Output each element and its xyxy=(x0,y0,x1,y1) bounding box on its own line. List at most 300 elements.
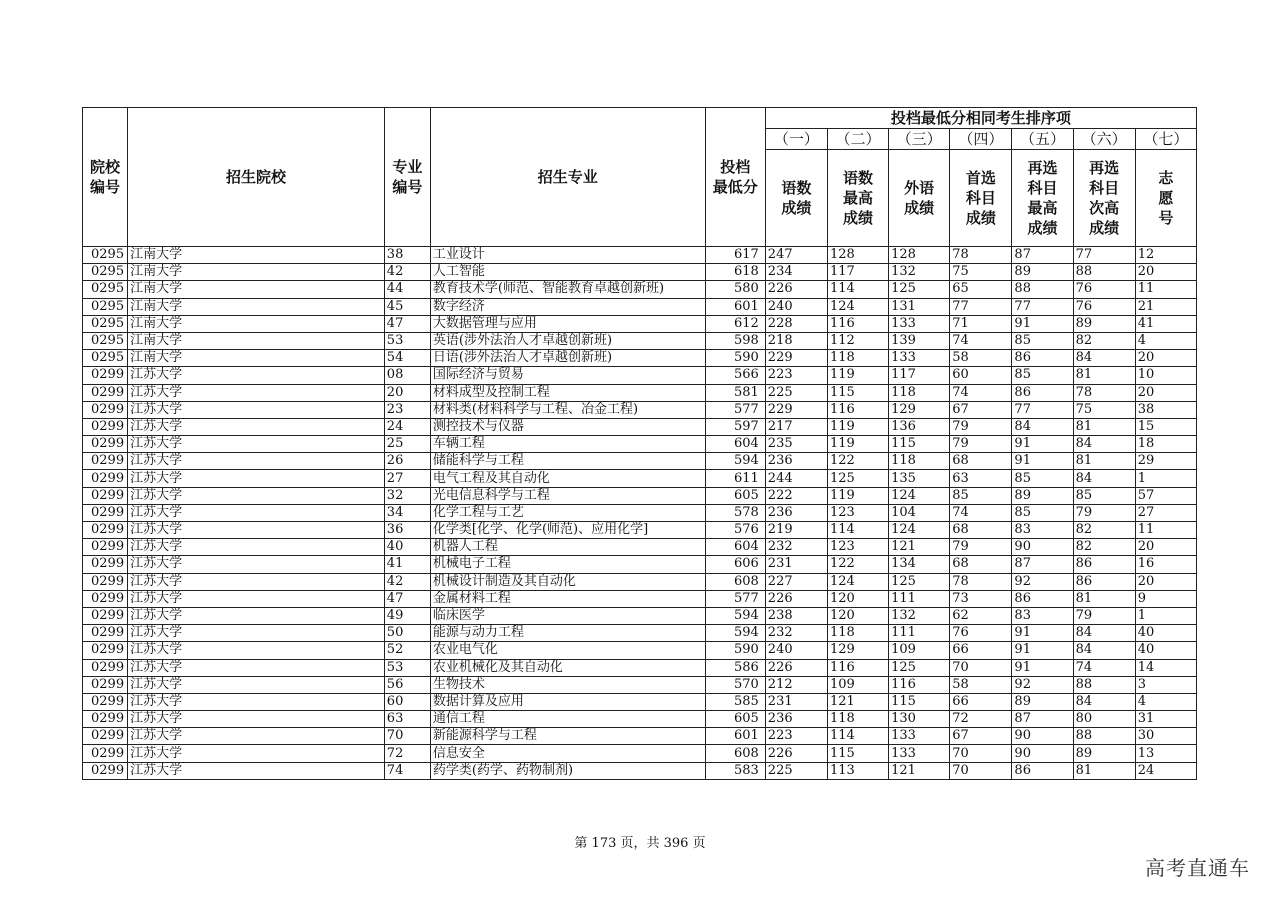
cell-min-score: 580 xyxy=(705,281,765,298)
cell-major-name: 工业设计 xyxy=(430,247,705,264)
cell-score-1: 226 xyxy=(765,281,827,298)
cell-score-2: 123 xyxy=(827,539,888,556)
cell-min-score: 608 xyxy=(705,573,765,590)
cell-min-score: 590 xyxy=(705,642,765,659)
cell-score-2: 129 xyxy=(827,642,888,659)
cell-min-score: 585 xyxy=(705,693,765,710)
cell-score-2: 114 xyxy=(827,522,888,539)
cell-score-4: 85 xyxy=(950,487,1012,504)
cell-min-score: 597 xyxy=(705,418,765,435)
cell-score-6: 85 xyxy=(1073,487,1135,504)
cell-school-name: 江苏大学 xyxy=(128,745,385,762)
cell-score-1: 235 xyxy=(765,436,827,453)
cell-school-code: 0299 xyxy=(83,676,128,693)
cell-major-code: 54 xyxy=(384,350,430,367)
watermark: 高考直通车 xyxy=(1145,856,1250,880)
cell-school-name: 江苏大学 xyxy=(128,401,385,418)
cell-score-4: 79 xyxy=(950,539,1012,556)
cell-score-7: 20 xyxy=(1135,350,1196,367)
cell-major-code: 60 xyxy=(384,693,430,710)
cell-school-name: 江苏大学 xyxy=(128,642,385,659)
header-tie-break-title: 投档最低分相同考生排序项 xyxy=(765,108,1196,129)
cell-score-6: 86 xyxy=(1073,573,1135,590)
cell-major-code: 32 xyxy=(384,487,430,504)
cell-score-5: 91 xyxy=(1012,642,1073,659)
cell-school-code: 0299 xyxy=(83,453,128,470)
cell-school-name: 江南大学 xyxy=(128,281,385,298)
cell-major-code: 42 xyxy=(384,264,430,281)
cell-score-3: 117 xyxy=(889,367,950,384)
cell-score-1: 232 xyxy=(765,539,827,556)
cell-score-7: 20 xyxy=(1135,384,1196,401)
cell-score-5: 86 xyxy=(1012,762,1073,779)
cell-score-2: 116 xyxy=(827,401,888,418)
cell-score-2: 121 xyxy=(827,693,888,710)
cell-score-3: 132 xyxy=(889,264,950,281)
cell-score-7: 14 xyxy=(1135,659,1196,676)
cell-major-name: 材料成型及控制工程 xyxy=(430,384,705,401)
cell-score-7: 40 xyxy=(1135,625,1196,642)
cell-major-name: 新能源科学与工程 xyxy=(430,728,705,745)
cell-score-6: 76 xyxy=(1073,298,1135,315)
cell-score-7: 38 xyxy=(1135,401,1196,418)
table-row xyxy=(83,367,1197,384)
cell-score-6: 86 xyxy=(1073,556,1135,573)
cell-score-4: 70 xyxy=(950,659,1012,676)
cell-school-code: 0299 xyxy=(83,573,128,590)
cell-score-5: 85 xyxy=(1012,470,1073,487)
cell-score-7: 1 xyxy=(1135,470,1196,487)
cell-score-3: 129 xyxy=(889,401,950,418)
cell-score-5: 90 xyxy=(1012,539,1073,556)
cell-score-5: 89 xyxy=(1012,264,1073,281)
cell-major-code: 38 xyxy=(384,247,430,264)
cell-school-name: 江南大学 xyxy=(128,298,385,315)
cell-school-name: 江苏大学 xyxy=(128,676,385,693)
cell-score-7: 16 xyxy=(1135,556,1196,573)
cell-score-7: 24 xyxy=(1135,762,1196,779)
cell-score-4: 58 xyxy=(950,676,1012,693)
cell-min-score: 618 xyxy=(705,264,765,281)
cell-score-4: 63 xyxy=(950,470,1012,487)
cell-min-score: 586 xyxy=(705,659,765,676)
header-major-name: 招生专业 xyxy=(430,108,705,247)
table-row xyxy=(83,487,1197,504)
cell-score-5: 77 xyxy=(1012,401,1073,418)
cell-score-3: 133 xyxy=(889,745,950,762)
cell-school-code: 0299 xyxy=(83,762,128,779)
cell-major-code: 08 xyxy=(384,367,430,384)
cell-score-4: 65 xyxy=(950,281,1012,298)
cell-score-1: 229 xyxy=(765,350,827,367)
cell-score-1: 226 xyxy=(765,659,827,676)
cell-score-5: 85 xyxy=(1012,332,1073,349)
cell-score-1: 240 xyxy=(765,642,827,659)
table-row xyxy=(83,607,1197,624)
cell-score-1: 217 xyxy=(765,418,827,435)
cell-score-4: 76 xyxy=(950,625,1012,642)
cell-score-2: 114 xyxy=(827,281,888,298)
cell-score-4: 60 xyxy=(950,367,1012,384)
cell-score-5: 86 xyxy=(1012,350,1073,367)
cell-school-code: 0299 xyxy=(83,504,128,521)
cell-school-name: 江南大学 xyxy=(128,247,385,264)
cell-score-6: 84 xyxy=(1073,436,1135,453)
cell-school-code: 0299 xyxy=(83,401,128,418)
cell-score-3: 125 xyxy=(889,573,950,590)
cell-min-score: 590 xyxy=(705,350,765,367)
cell-min-score: 570 xyxy=(705,676,765,693)
cell-score-4: 70 xyxy=(950,762,1012,779)
cell-score-1: 222 xyxy=(765,487,827,504)
cell-score-3: 133 xyxy=(889,350,950,367)
cell-school-name: 江苏大学 xyxy=(128,607,385,624)
cell-score-1: 218 xyxy=(765,332,827,349)
cell-score-2: 114 xyxy=(827,728,888,745)
cell-school-code: 0295 xyxy=(83,315,128,332)
cell-major-name: 电气工程及其自动化 xyxy=(430,470,705,487)
cell-score-6: 88 xyxy=(1073,728,1135,745)
cell-score-7: 1 xyxy=(1135,607,1196,624)
cell-score-2: 128 xyxy=(827,247,888,264)
table-row xyxy=(83,453,1197,470)
cell-min-score: 577 xyxy=(705,401,765,418)
cell-min-score: 576 xyxy=(705,522,765,539)
cell-major-code: 70 xyxy=(384,728,430,745)
cell-score-5: 91 xyxy=(1012,659,1073,676)
cell-school-name: 江苏大学 xyxy=(128,573,385,590)
cell-score-5: 86 xyxy=(1012,384,1073,401)
cell-score-5: 83 xyxy=(1012,522,1073,539)
cell-score-4: 73 xyxy=(950,590,1012,607)
cell-score-3: 104 xyxy=(889,504,950,521)
cell-score-4: 70 xyxy=(950,745,1012,762)
cell-score-4: 66 xyxy=(950,642,1012,659)
cell-major-name: 化学工程与工艺 xyxy=(430,504,705,521)
cell-major-code: 47 xyxy=(384,590,430,607)
cell-score-2: 115 xyxy=(827,745,888,762)
cell-score-6: 84 xyxy=(1073,642,1135,659)
cell-score-3: 124 xyxy=(889,522,950,539)
cell-score-6: 82 xyxy=(1073,332,1135,349)
cell-score-2: 116 xyxy=(827,659,888,676)
cell-major-name: 临床医学 xyxy=(430,607,705,624)
cell-score-5: 86 xyxy=(1012,590,1073,607)
header-tie-break-num: （一） xyxy=(765,129,827,150)
cell-min-score: 598 xyxy=(705,332,765,349)
cell-score-5: 84 xyxy=(1012,418,1073,435)
cell-min-score: 577 xyxy=(705,590,765,607)
cell-school-code: 0299 xyxy=(83,522,128,539)
cell-school-name: 江苏大学 xyxy=(128,539,385,556)
cell-major-code: 53 xyxy=(384,659,430,676)
cell-score-1: 244 xyxy=(765,470,827,487)
cell-min-score: 611 xyxy=(705,470,765,487)
cell-score-7: 40 xyxy=(1135,642,1196,659)
cell-school-code: 0299 xyxy=(83,607,128,624)
header-school-name: 招生院校 xyxy=(128,108,385,247)
cell-score-1: 232 xyxy=(765,625,827,642)
header-tie-break-num: （七） xyxy=(1135,129,1196,150)
header-tie-break-item: 语数 成绩 xyxy=(765,150,827,247)
cell-score-7: 12 xyxy=(1135,247,1196,264)
cell-score-4: 79 xyxy=(950,418,1012,435)
cell-score-1: 223 xyxy=(765,367,827,384)
cell-score-2: 119 xyxy=(827,487,888,504)
table-row xyxy=(83,332,1197,349)
cell-score-4: 68 xyxy=(950,453,1012,470)
cell-school-name: 江苏大学 xyxy=(128,711,385,728)
cell-school-code: 0299 xyxy=(83,487,128,504)
cell-school-code: 0299 xyxy=(83,745,128,762)
cell-score-7: 11 xyxy=(1135,281,1196,298)
table-row xyxy=(83,539,1197,556)
cell-score-1: 236 xyxy=(765,711,827,728)
cell-score-1: 238 xyxy=(765,607,827,624)
cell-school-name: 江南大学 xyxy=(128,350,385,367)
cell-school-code: 0299 xyxy=(83,556,128,573)
cell-score-6: 81 xyxy=(1073,418,1135,435)
cell-score-1: 234 xyxy=(765,264,827,281)
cell-score-2: 118 xyxy=(827,350,888,367)
table-row xyxy=(83,384,1197,401)
cell-score-1: 225 xyxy=(765,384,827,401)
cell-school-code: 0299 xyxy=(83,711,128,728)
cell-min-score: 581 xyxy=(705,384,765,401)
cell-major-code: 23 xyxy=(384,401,430,418)
cell-score-1: 212 xyxy=(765,676,827,693)
table-row xyxy=(83,504,1197,521)
cell-score-5: 85 xyxy=(1012,367,1073,384)
table-row xyxy=(83,659,1197,676)
cell-score-7: 31 xyxy=(1135,711,1196,728)
cell-score-3: 133 xyxy=(889,728,950,745)
cell-score-1: 226 xyxy=(765,745,827,762)
cell-score-5: 87 xyxy=(1012,247,1073,264)
cell-major-name: 能源与动力工程 xyxy=(430,625,705,642)
cell-school-name: 江苏大学 xyxy=(128,659,385,676)
cell-score-5: 83 xyxy=(1012,607,1073,624)
cell-min-score: 608 xyxy=(705,745,765,762)
cell-school-name: 江南大学 xyxy=(128,332,385,349)
cell-score-7: 10 xyxy=(1135,367,1196,384)
cell-school-name: 江苏大学 xyxy=(128,487,385,504)
cell-major-name: 机械电子工程 xyxy=(430,556,705,573)
header-school-code: 院校 编号 xyxy=(83,108,128,247)
table-row xyxy=(83,762,1197,779)
table-row xyxy=(83,298,1197,315)
cell-score-5: 89 xyxy=(1012,487,1073,504)
cell-score-1: 231 xyxy=(765,556,827,573)
cell-school-name: 江苏大学 xyxy=(128,693,385,710)
cell-score-1: 231 xyxy=(765,693,827,710)
cell-score-6: 79 xyxy=(1073,607,1135,624)
cell-score-4: 78 xyxy=(950,573,1012,590)
cell-score-3: 124 xyxy=(889,487,950,504)
cell-score-5: 85 xyxy=(1012,504,1073,521)
cell-score-2: 119 xyxy=(827,436,888,453)
cell-score-5: 91 xyxy=(1012,625,1073,642)
cell-school-code: 0295 xyxy=(83,264,128,281)
cell-score-1: 223 xyxy=(765,728,827,745)
cell-score-5: 77 xyxy=(1012,298,1073,315)
cell-major-code: 40 xyxy=(384,539,430,556)
cell-score-7: 27 xyxy=(1135,504,1196,521)
cell-school-name: 江苏大学 xyxy=(128,728,385,745)
cell-score-2: 116 xyxy=(827,315,888,332)
cell-major-code: 45 xyxy=(384,298,430,315)
cell-min-score: 605 xyxy=(705,487,765,504)
cell-score-7: 21 xyxy=(1135,298,1196,315)
cell-major-name: 数据计算及应用 xyxy=(430,693,705,710)
cell-score-7: 15 xyxy=(1135,418,1196,435)
cell-score-1: 240 xyxy=(765,298,827,315)
table-row xyxy=(83,315,1197,332)
header-tie-break-num: （六） xyxy=(1073,129,1135,150)
cell-major-name: 储能科学与工程 xyxy=(430,453,705,470)
cell-score-6: 89 xyxy=(1073,745,1135,762)
cell-score-3: 111 xyxy=(889,590,950,607)
cell-major-name: 材料类(材料科学与工程、冶金工程) xyxy=(430,401,705,418)
table-row xyxy=(83,418,1197,435)
cell-score-1: 236 xyxy=(765,504,827,521)
cell-min-score: 604 xyxy=(705,436,765,453)
cell-score-3: 125 xyxy=(889,659,950,676)
cell-school-code: 0299 xyxy=(83,642,128,659)
cell-min-score: 606 xyxy=(705,556,765,573)
cell-major-code: 50 xyxy=(384,625,430,642)
cell-score-7: 3 xyxy=(1135,676,1196,693)
cell-score-7: 4 xyxy=(1135,693,1196,710)
cell-major-code: 63 xyxy=(384,711,430,728)
cell-school-name: 江苏大学 xyxy=(128,625,385,642)
cell-major-code: 24 xyxy=(384,418,430,435)
cell-major-name: 生物技术 xyxy=(430,676,705,693)
cell-major-name: 农业电气化 xyxy=(430,642,705,659)
cell-score-3: 136 xyxy=(889,418,950,435)
cell-school-code: 0295 xyxy=(83,332,128,349)
cell-score-6: 89 xyxy=(1073,315,1135,332)
cell-score-4: 74 xyxy=(950,504,1012,521)
header-tie-break-item: 外语 成绩 xyxy=(889,150,950,247)
cell-score-1: 247 xyxy=(765,247,827,264)
cell-score-6: 80 xyxy=(1073,711,1135,728)
admission-score-table xyxy=(82,107,1197,780)
cell-major-name: 教育技术学(师范、智能教育卓越创新班) xyxy=(430,281,705,298)
cell-school-name: 江苏大学 xyxy=(128,504,385,521)
cell-school-code: 0299 xyxy=(83,728,128,745)
header-major-code: 专业 编号 xyxy=(384,108,430,247)
cell-school-code: 0295 xyxy=(83,247,128,264)
cell-score-4: 74 xyxy=(950,384,1012,401)
cell-score-4: 68 xyxy=(950,522,1012,539)
cell-major-name: 测控技术与仪器 xyxy=(430,418,705,435)
cell-score-1: 229 xyxy=(765,401,827,418)
cell-major-name: 英语(涉外法治人才卓越创新班) xyxy=(430,332,705,349)
cell-major-code: 27 xyxy=(384,470,430,487)
cell-score-5: 87 xyxy=(1012,556,1073,573)
header-tie-break-item: 首选 科目 成绩 xyxy=(950,150,1012,247)
cell-major-name: 光电信息科学与工程 xyxy=(430,487,705,504)
cell-score-5: 91 xyxy=(1012,315,1073,332)
table-row xyxy=(83,676,1197,693)
cell-score-3: 121 xyxy=(889,762,950,779)
table-row xyxy=(83,728,1197,745)
table-row xyxy=(83,711,1197,728)
cell-score-2: 112 xyxy=(827,332,888,349)
cell-score-2: 122 xyxy=(827,453,888,470)
cell-school-code: 0299 xyxy=(83,625,128,642)
cell-school-name: 江苏大学 xyxy=(128,556,385,573)
cell-score-3: 130 xyxy=(889,711,950,728)
cell-major-code: 44 xyxy=(384,281,430,298)
cell-score-6: 84 xyxy=(1073,693,1135,710)
cell-score-2: 113 xyxy=(827,762,888,779)
cell-score-3: 116 xyxy=(889,676,950,693)
cell-major-name: 农业机械化及其自动化 xyxy=(430,659,705,676)
cell-score-6: 84 xyxy=(1073,350,1135,367)
cell-min-score: 578 xyxy=(705,504,765,521)
cell-score-2: 120 xyxy=(827,607,888,624)
cell-score-6: 81 xyxy=(1073,453,1135,470)
cell-major-name: 日语(涉外法治人才卓越创新班) xyxy=(430,350,705,367)
cell-score-4: 67 xyxy=(950,728,1012,745)
table-row xyxy=(83,745,1197,762)
cell-score-2: 125 xyxy=(827,470,888,487)
cell-score-3: 115 xyxy=(889,436,950,453)
cell-major-code: 47 xyxy=(384,315,430,332)
cell-school-code: 0299 xyxy=(83,539,128,556)
cell-major-name: 通信工程 xyxy=(430,711,705,728)
cell-score-3: 121 xyxy=(889,539,950,556)
cell-score-3: 111 xyxy=(889,625,950,642)
cell-major-code: 41 xyxy=(384,556,430,573)
cell-score-6: 76 xyxy=(1073,281,1135,298)
cell-score-2: 123 xyxy=(827,504,888,521)
cell-score-3: 118 xyxy=(889,453,950,470)
cell-score-5: 91 xyxy=(1012,436,1073,453)
cell-score-3: 131 xyxy=(889,298,950,315)
cell-min-score: 605 xyxy=(705,711,765,728)
cell-score-7: 18 xyxy=(1135,436,1196,453)
cell-school-name: 江苏大学 xyxy=(128,367,385,384)
cell-score-6: 78 xyxy=(1073,384,1135,401)
cell-score-4: 74 xyxy=(950,332,1012,349)
page-footer: 第 173 页，共 396 页 xyxy=(574,836,706,851)
cell-score-5: 90 xyxy=(1012,745,1073,762)
cell-score-5: 91 xyxy=(1012,453,1073,470)
cell-score-3: 139 xyxy=(889,332,950,349)
cell-score-7: 9 xyxy=(1135,590,1196,607)
cell-score-7: 20 xyxy=(1135,573,1196,590)
cell-score-4: 75 xyxy=(950,264,1012,281)
cell-score-5: 87 xyxy=(1012,711,1073,728)
cell-major-name: 大数据管理与应用 xyxy=(430,315,705,332)
cell-school-name: 江苏大学 xyxy=(128,522,385,539)
cell-school-name: 江苏大学 xyxy=(128,384,385,401)
cell-score-4: 78 xyxy=(950,247,1012,264)
cell-min-score: 566 xyxy=(705,367,765,384)
cell-score-4: 66 xyxy=(950,693,1012,710)
cell-min-score: 594 xyxy=(705,625,765,642)
cell-score-1: 226 xyxy=(765,590,827,607)
cell-min-score: 601 xyxy=(705,728,765,745)
cell-score-7: 29 xyxy=(1135,453,1196,470)
cell-score-6: 81 xyxy=(1073,367,1135,384)
cell-score-7: 11 xyxy=(1135,522,1196,539)
cell-score-4: 68 xyxy=(950,556,1012,573)
header-tie-break-num: （二） xyxy=(827,129,888,150)
